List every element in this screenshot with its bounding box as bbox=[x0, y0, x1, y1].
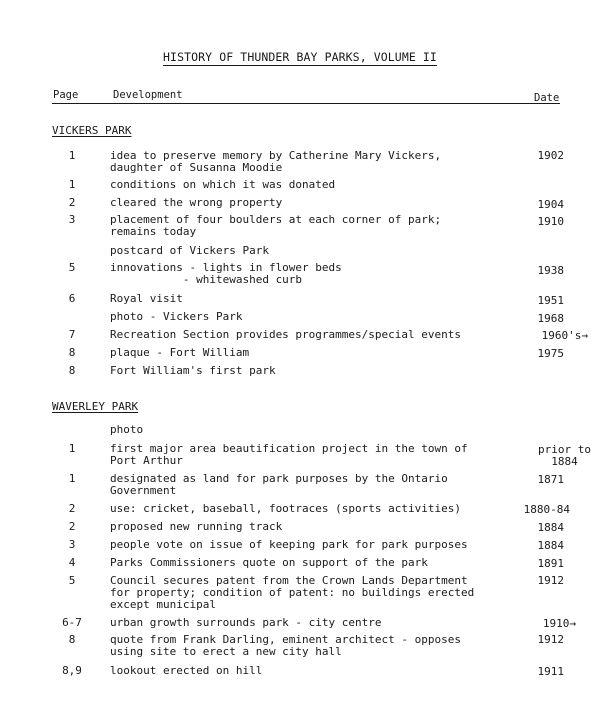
row-date: 1910→ bbox=[542, 617, 576, 630]
row-development: first major area beautification project in the town of Port Arthur bbox=[110, 442, 468, 467]
column-header-page: Page bbox=[53, 89, 79, 101]
row-development: quote from Frank Darling, eminent architect - opposes using site to erect a new city hall bbox=[110, 633, 461, 658]
row-date: 1912 bbox=[537, 574, 564, 587]
row-development: Royal visit bbox=[110, 292, 183, 305]
row-development: idea to preserve memory by Catherine Mary Vickers, daughter of Susanna Moodie bbox=[110, 149, 442, 174]
column-header-development: Development bbox=[113, 89, 183, 101]
row-page: 1 bbox=[68, 472, 76, 485]
row-date: 1884 bbox=[537, 539, 564, 552]
row-date: 1884 bbox=[537, 521, 564, 534]
row-development: Recreation Section provides programmes/special events bbox=[110, 328, 461, 341]
row-date: 1912 bbox=[537, 633, 564, 646]
row-development: photo bbox=[110, 423, 144, 436]
row-page: 8,9 bbox=[62, 664, 82, 677]
row-page: 1 bbox=[68, 442, 76, 455]
row-page: 5 bbox=[68, 261, 76, 274]
section-title-waverley-park: WAVERLEY PARK bbox=[52, 400, 139, 413]
row-development: plaque - Fort William bbox=[110, 346, 250, 359]
row-page: 1 bbox=[68, 178, 76, 191]
row-date: 1891 bbox=[537, 557, 564, 570]
row-development: conditions on which it was donated bbox=[110, 178, 336, 191]
row-development: people vote on issue of keeping park for park purposes bbox=[110, 538, 468, 551]
row-development: Fort William's first park bbox=[110, 364, 276, 377]
row-date: 1951 bbox=[537, 294, 564, 307]
row-development: cleared the wrong property bbox=[110, 196, 283, 209]
row-page: 8 bbox=[68, 364, 76, 377]
row-date: 1938 bbox=[537, 264, 564, 277]
column-header-date: Date bbox=[534, 92, 560, 104]
row-development: proposed new running track bbox=[110, 520, 283, 533]
row-date: 1968 bbox=[537, 312, 564, 325]
row-page: 2 bbox=[68, 196, 76, 209]
row-page: 5 bbox=[68, 574, 76, 587]
row-date: 1960's→ bbox=[541, 329, 588, 342]
row-development: placement of four boulders at each corner of park; remains today bbox=[110, 213, 442, 238]
row-page: 3 bbox=[68, 213, 76, 226]
section-title-vickers-park: VICKERS PARK bbox=[52, 124, 132, 137]
row-development: photo - Vickers Park bbox=[110, 310, 243, 323]
row-date: 1975 bbox=[537, 347, 564, 360]
row-page: 1 bbox=[68, 149, 76, 162]
row-page: 2 bbox=[68, 520, 76, 533]
row-development: lookout erected on hill bbox=[110, 664, 263, 677]
row-page: 6 bbox=[68, 292, 76, 305]
row-development: urban growth surrounds park - city centre bbox=[110, 616, 382, 629]
row-page: 7 bbox=[68, 328, 76, 341]
row-date: 1904 bbox=[537, 198, 564, 211]
row-date: prior to 1884 bbox=[538, 443, 591, 468]
row-page: 6-7 bbox=[62, 616, 82, 629]
document-title: HISTORY OF THUNDER BAY PARKS, VOLUME II bbox=[163, 50, 437, 64]
row-development: Council secures patent from the Crown Lands Department for property; condition of patent: no buildings erected except municipal bbox=[110, 574, 475, 611]
row-development: Parks Commissioners quote on support of the park bbox=[110, 556, 428, 569]
row-page: 8 bbox=[68, 346, 76, 359]
row-development: innovations - lights in flower beds - whitewashed curb bbox=[110, 261, 342, 286]
row-page: 4 bbox=[68, 556, 76, 569]
row-development: use: cricket, baseball, footraces (sports activities) bbox=[110, 502, 461, 515]
row-date: 1880-84 bbox=[523, 503, 570, 516]
row-page: 3 bbox=[68, 538, 76, 551]
header-divider bbox=[52, 103, 560, 104]
row-page: 8 bbox=[68, 633, 76, 646]
row-development: designated as land for park purposes by the Ontario Government bbox=[110, 472, 448, 497]
row-date: 1911 bbox=[537, 665, 564, 678]
row-date: 1902 bbox=[537, 149, 564, 162]
row-development: postcard of Vickers Park bbox=[110, 244, 269, 257]
row-date: 1910 bbox=[537, 215, 564, 228]
row-date: 1871 bbox=[537, 473, 564, 486]
row-page: 2 bbox=[68, 502, 76, 515]
